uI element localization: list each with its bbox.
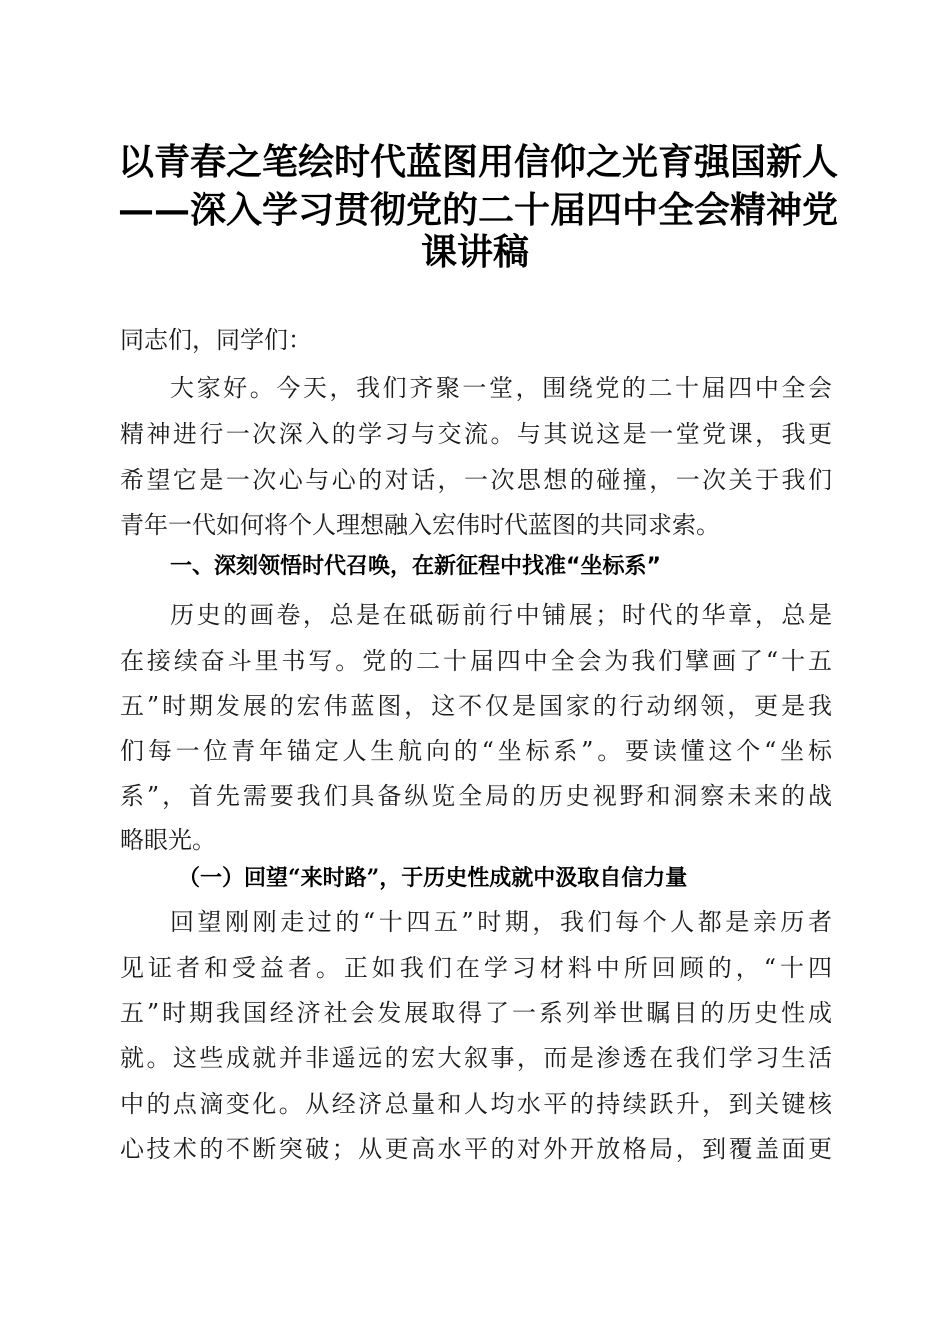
document-title-line-3: 课讲稿 <box>420 231 529 273</box>
subsection-1-line-4: 就。这些成就并非遥远的宏大叙事，而是渗透在我们学习生活 <box>120 1044 832 1072</box>
salutation: 同志们，同学们： <box>120 326 312 354</box>
document-title-line-2: ——深入学习贯彻党的二十届四中全会精神党 <box>118 189 839 231</box>
intro-line-1: 大家好。今天，我们齐聚一堂，围绕党的二十届四中全会 <box>170 374 832 402</box>
subsection-1-line-6: 心技术的不断突破；从更高水平的对外开放格局，到覆盖面更 <box>120 1135 832 1163</box>
section-1-line-1: 历史的画卷，总是在砥砺前行中铺展；时代的华章，总是 <box>170 601 832 629</box>
section-1-line-5: 系”，首先需要我们具备纵览全局的历史视野和洞察未来的战 <box>120 782 832 810</box>
subsection-1-heading: （一）回望“来时路”，于历史性成就中汲取自信力量 <box>178 865 688 891</box>
subsection-1-line-5: 中的点滴变化。从经济总量和人均水平的持续跃升，到关键核 <box>120 1090 832 1118</box>
document-title-line-1: 以青春之笔绘时代蓝图用信仰之光育强国新人 <box>118 141 839 183</box>
intro-line-3: 希望它是一次心与心的对话，一次思想的碰撞，一次关于我们 <box>120 466 832 494</box>
subsection-1-line-3: 五”时期我国经济社会发展取得了一系列举世瞩目的历史性成 <box>120 999 832 1027</box>
section-1-line-6: 略眼光。 <box>120 826 216 854</box>
subsection-1-line-1: 回望刚刚走过的“十四五”时期，我们每个人都是亲历者 <box>170 908 832 936</box>
section-1-line-3: 五”时期发展的宏伟蓝图，这不仅是国家的行动纲领，更是我 <box>120 692 832 720</box>
intro-line-4: 青年一代如何将个人理想融入宏伟时代蓝图的共同求索。 <box>120 511 720 539</box>
section-1-line-4: 们每一位青年锚定人生航向的“坐标系”。要读懂这个“坐标 <box>120 737 832 765</box>
intro-line-2: 精神进行一次深入的学习与交流。与其说这是一堂党课，我更 <box>120 420 832 448</box>
subsection-1-line-2: 见证者和受益者。正如我们在学习材料中所回顾的，“十四 <box>120 954 832 982</box>
section-1-heading: 一、深刻领悟时代召唤，在新征程中找准“坐标系” <box>170 554 661 579</box>
section-1-line-2: 在接续奋斗里书写。党的二十届四中全会为我们擘画了“十五 <box>120 647 832 675</box>
